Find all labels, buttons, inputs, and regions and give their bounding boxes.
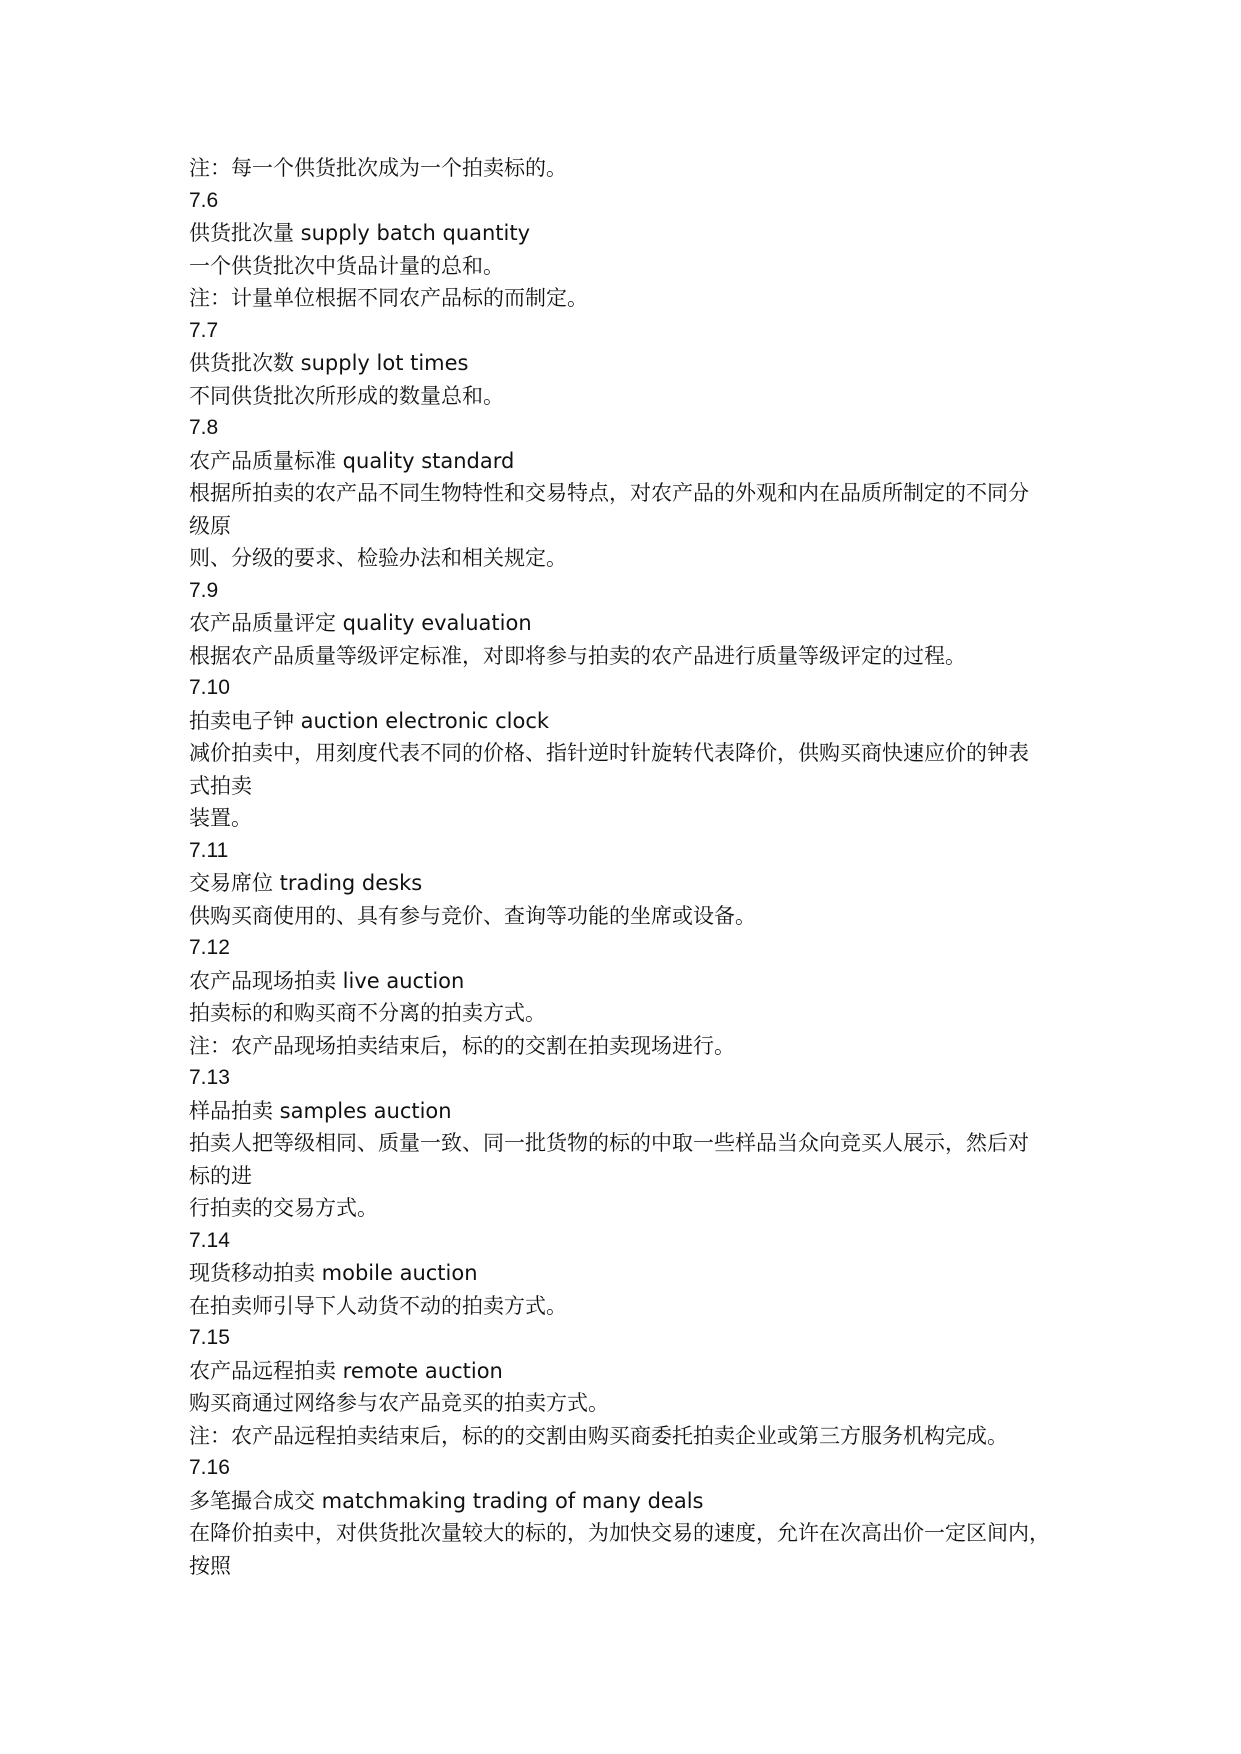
definition-text: 装置。 — [189, 806, 252, 830]
term-heading: 现货移动拍卖 mobile auction — [189, 1261, 478, 1285]
text-line: 注：每一个供货批次成为一个拍卖标的。 — [189, 156, 567, 180]
term-heading: 拍卖电子钟 auction electronic clock — [189, 708, 550, 733]
term-heading: 交易席位 trading desks — [189, 871, 423, 895]
term-heading: 农产品远程拍卖 remote auction — [189, 1358, 503, 1383]
definition-text: 拍卖人把等级相同、质量一致、同一批货物的标的中取一些样品当众向竞买人展示，然后对 — [189, 1131, 1029, 1155]
section-number: 7.16 — [189, 1456, 230, 1479]
definition-text: 根据农产品质量等级评定标准，对即将参与拍卖的农产品进行质量等级评定的过程。 — [189, 643, 966, 668]
definition-text: 行拍卖的交易方式。 — [189, 1196, 378, 1220]
term-heading: 农产品质量标准 quality standard — [189, 448, 515, 473]
definition-text: 一个供货批次中货品计量的总和。 — [189, 253, 504, 278]
term-heading: 农产品现场拍卖 live auction — [189, 968, 465, 993]
note-text: 注：农产品远程拍卖结束后，标的的交割由购买商委托拍卖企业或第三方服务机构完成。 — [189, 1423, 1008, 1448]
section-number: 7.13 — [189, 1066, 230, 1089]
definition-text: 标的进 — [189, 1163, 252, 1188]
term-heading: 供货批次量 supply batch quantity — [189, 221, 531, 245]
definition-text: 按照 — [189, 1553, 231, 1578]
definition-text: 则、分级的要求、检验办法和相关规定。 — [189, 546, 567, 570]
section-number: 7.14 — [189, 1228, 230, 1252]
note-text: 注：农产品现场拍卖结束后，标的的交割在拍卖现场进行。 — [189, 1033, 735, 1058]
section-number: 7.9 — [189, 578, 219, 602]
section-number: 7.11 — [189, 838, 229, 862]
definition-text: 级原 — [189, 513, 231, 538]
definition-text: 根据所拍卖的农产品不同生物特性和交易特点，对农产品的外观和内在品质所制定的不同分 — [189, 481, 1029, 505]
term-heading: 农产品质量评定 quality evaluation — [189, 611, 532, 635]
definition-text: 在拍卖师引导下人动货不动的拍卖方式。 — [189, 1293, 567, 1318]
definition-text: 式拍卖 — [189, 773, 252, 798]
definition-text: 购买商通过网络参与农产品竞买的拍卖方式。 — [189, 1391, 609, 1415]
section-number: 7.12 — [189, 936, 230, 959]
document-page — [189, 152, 1059, 1582]
section-number: 7.7 — [189, 318, 219, 342]
definition-text: 在降价拍卖中，对供货批次量较大的标的，为加快交易的速度，允许在次高出价一定区间内， — [189, 1521, 1050, 1545]
term-heading: 样品拍卖 samples auction — [189, 1098, 452, 1123]
definition-text: 减价拍卖中，用刻度代表不同的价格、指针逆时针旋转代表降价，供购买商快速应价的钟表 — [189, 741, 1029, 765]
definition-text: 供购买商使用的、具有参与竞价、查询等功能的坐席或设备。 — [189, 903, 756, 928]
note-text: 注：计量单位根据不同农产品标的而制定。 — [189, 286, 588, 310]
section-number: 7.15 — [189, 1326, 230, 1349]
section-number: 7.8 — [189, 416, 219, 439]
section-number: 7.10 — [189, 676, 230, 699]
term-heading: 多笔撮合成交 matchmaking trading of many deals — [189, 1488, 704, 1513]
section-number: 7.6 — [189, 188, 219, 212]
definition-text: 拍卖标的和购买商不分离的拍卖方式。 — [189, 1001, 546, 1025]
definition-text: 不同供货批次所形成的数量总和。 — [189, 383, 504, 408]
term-heading: 供货批次数 supply lot times — [189, 351, 469, 375]
